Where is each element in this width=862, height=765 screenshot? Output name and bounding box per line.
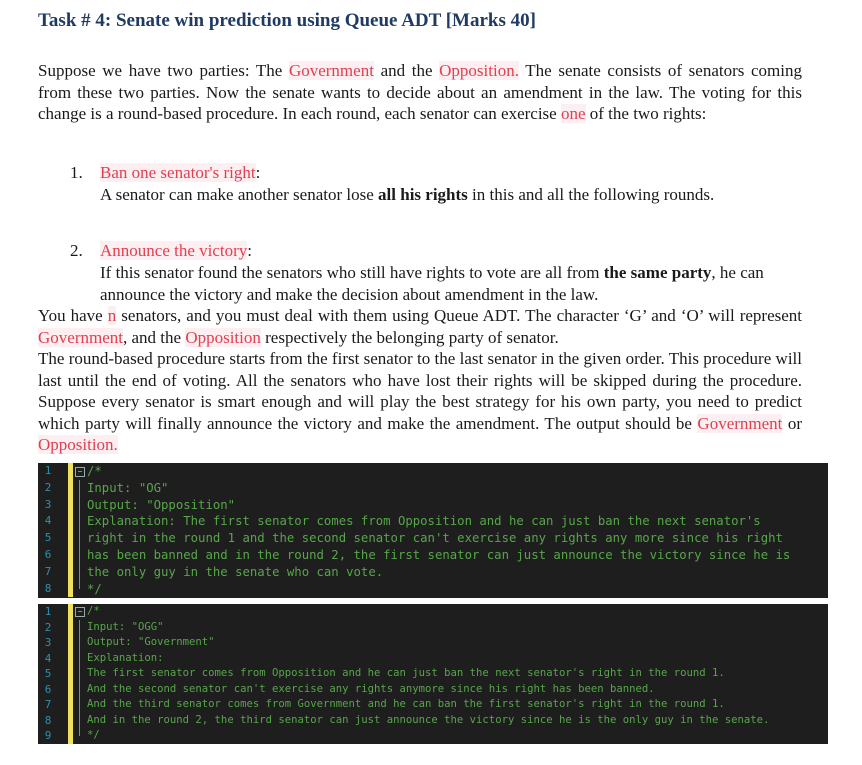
code-line <box>38 463 828 480</box>
code-text: Output: "Opposition" <box>87 497 236 512</box>
task-title: Task # 4: Senate win prediction using Queue ADT [Marks 40] <box>38 10 536 31</box>
code-line <box>38 728 828 744</box>
list-number: 1. <box>70 163 83 182</box>
line-number: 2 <box>44 480 52 494</box>
code-text: And the second senator can't exercise any rights anymore since his right has been banned. <box>87 682 655 695</box>
code-text: And the third senator comes from Government and he can ban the first senator's right in the round 1. <box>87 698 725 710</box>
term-opposition: Opposition <box>185 327 261 347</box>
code-line <box>38 530 828 547</box>
right-colon: : <box>247 241 253 260</box>
body-text: The round-based procedure starts from the first senator to the last senator in the given order. This procedure will last until the end of voting. All the senators who have lost their rights will be skipped during the procedure. Suppose every senator is smart enough and will play the best strategy for his own party, you need to predict which party will finally announce the victory and make the amendment. The output should be <box>38 349 802 433</box>
right-heading: Ban one senator's right <box>100 163 256 182</box>
right-colon: : <box>255 163 261 182</box>
code-line <box>38 620 828 636</box>
code-text: */ <box>87 729 100 741</box>
line-number: 4 <box>44 514 52 528</box>
body-text: , and the <box>122 327 186 347</box>
term-one: one <box>560 104 586 123</box>
code-example-2 <box>38 604 828 744</box>
code-line <box>38 513 828 530</box>
line-number: 3 <box>44 497 52 511</box>
line-number: 1 <box>44 605 52 618</box>
code-text: Explanation: The first senator comes from Opposition and he can just ban the next senator's <box>87 514 761 529</box>
intro-text: Suppose we have two parties: The <box>38 61 289 80</box>
rights-list-item-1 <box>70 162 790 206</box>
code-line <box>38 547 828 564</box>
code-line <box>38 713 828 729</box>
code-text: The first senator comes from Opposition and he can just ban the next senator's right in the round 1. <box>87 667 725 679</box>
code-line <box>38 480 828 497</box>
term-opposition: Opposition. <box>439 61 519 80</box>
right-bold-text: the same party <box>603 263 712 282</box>
body-paragraph <box>38 305 802 456</box>
code-text: /* <box>87 464 102 478</box>
line-number: 5 <box>44 667 52 680</box>
term-government: Government <box>697 413 783 433</box>
intro-paragraph <box>38 60 802 125</box>
body-text: You have <box>38 306 108 325</box>
term-opposition: Opposition. <box>38 435 118 454</box>
code-text: And in the round 2, the third senator can just announce the victory since he is the only guy in the senate. <box>87 713 770 726</box>
list-number: 2. <box>70 241 83 260</box>
body-text: or <box>782 413 802 433</box>
body-text: respectively the belonging party of senator. <box>260 327 559 347</box>
line-number: 4 <box>44 651 52 665</box>
code-line <box>38 497 828 514</box>
line-number: 7 <box>44 564 52 578</box>
line-number: 8 <box>44 581 52 595</box>
code-line <box>38 682 828 698</box>
line-number: 1 <box>44 464 52 477</box>
right-description: in this and all the following rounds. <box>467 185 715 204</box>
intro-text: The senate consists of senators coming from these two parties. Now the senate wants to decide about an amendment in the law. The voting for this change is a round-based procedure. In each round, each senator can exercise <box>38 61 802 123</box>
line-number: 8 <box>44 713 52 727</box>
code-line <box>38 651 828 667</box>
code-line <box>38 581 828 598</box>
rights-list-item-2 <box>70 240 790 306</box>
line-number: 2 <box>44 620 52 634</box>
code-text: has been banned and in the round 2, the first senator can just announce the victory since he is <box>87 547 791 562</box>
line-number: 3 <box>44 636 52 649</box>
right-heading: Announce the victory <box>100 241 248 260</box>
code-text: /* <box>87 605 100 617</box>
line-number: 9 <box>44 729 52 742</box>
line-number: 7 <box>44 698 52 711</box>
line-number: 6 <box>44 547 52 561</box>
right-description: A senator can make another senator lose <box>100 185 379 204</box>
line-number: 5 <box>44 531 52 545</box>
code-text: Input: "OG" <box>87 480 169 495</box>
code-example-1 <box>38 463 828 598</box>
code-text: */ <box>87 581 102 596</box>
intro-text: of the two rights: <box>585 104 707 123</box>
term-government: Government <box>288 61 374 80</box>
code-text: Explanation: <box>87 651 164 664</box>
collapse-icon[interactable]: − <box>75 467 85 477</box>
right-description: If this senator found the senators who still have rights to vote are all from <box>100 263 604 282</box>
intro-text: and the <box>373 61 440 80</box>
term-n: n <box>107 306 117 325</box>
code-line <box>38 564 828 581</box>
code-line <box>38 697 828 713</box>
code-text: Output: "Government" <box>87 636 215 648</box>
code-text: the only guy in the senate who can vote. <box>87 564 384 579</box>
collapse-icon[interactable]: − <box>75 607 85 617</box>
line-number: 6 <box>44 682 52 696</box>
term-government: Government <box>38 327 123 347</box>
right-bold-text: all his rights <box>378 185 468 204</box>
code-line <box>38 666 828 682</box>
code-line <box>38 635 828 651</box>
code-line <box>38 604 828 620</box>
code-text: right in the round 1 and the second senator can't exercise any rights any more since his right <box>87 531 783 546</box>
body-text: senators, and you must deal with them using Queue ADT. The character ‘G’ and ‘O’ will represent <box>116 306 802 325</box>
right-description: , he can announce the victory and make the decision about amendment in the law. <box>100 263 764 304</box>
code-text: Input: "OGG" <box>87 620 164 633</box>
